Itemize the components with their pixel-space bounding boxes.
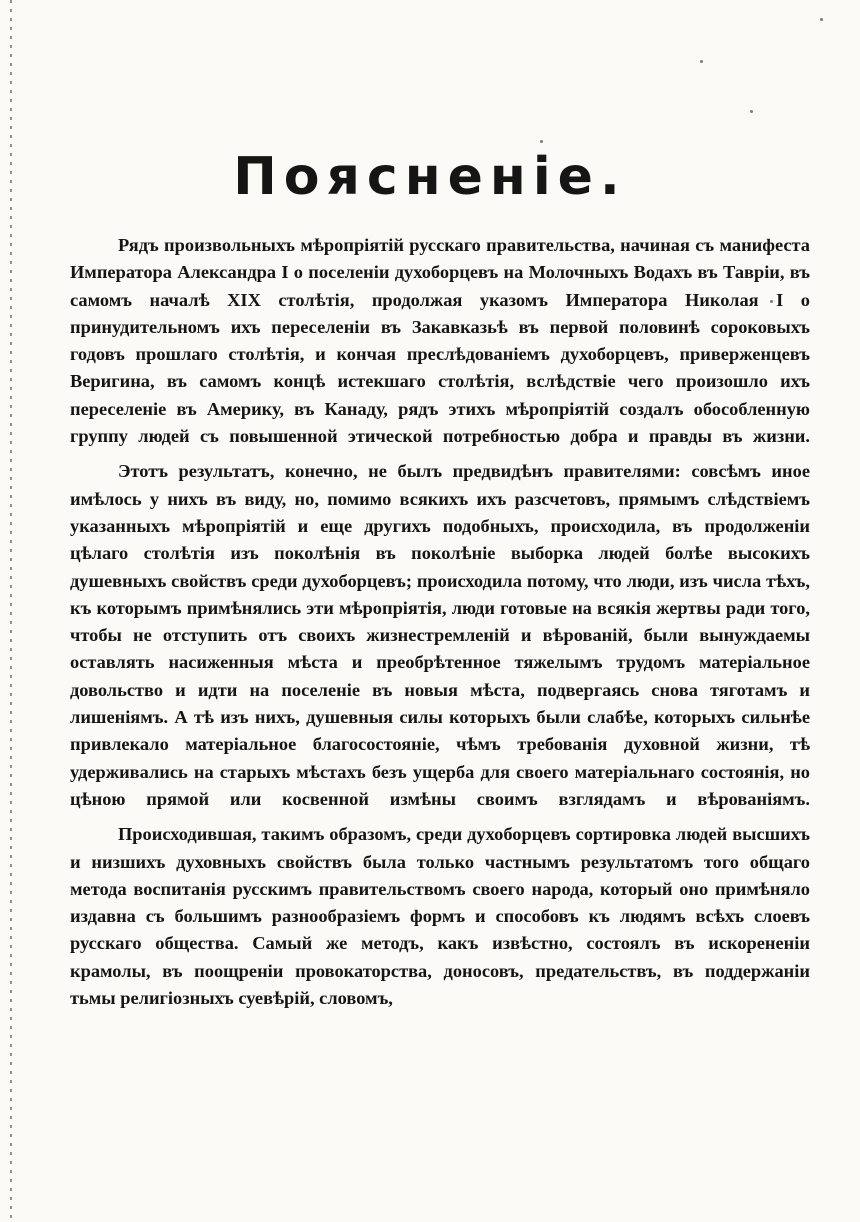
paragraph-3: Происходившая, такимъ образомъ, среди духоборцевъ сортировка людей высшихъ и низшихъ духовныхъ свойствъ была только частнымъ результатомъ того общаго метода воспитанія русскимъ правительствомъ своего народа, который оно примѣняло издавна съ большимъ разнообразіемъ формъ и способовъ къ людямъ всѣхъ слоевъ русскаго общества. Самый же методъ, какъ извѣстно, состоялъ въ искорененіи крамолы, въ поощреніи провокаторства, доносовъ, предательствъ, въ поддержаніи тьмы религіозныхъ суевѣрій, словомъ, [70,824,810,1009]
page-title: Поясненіе. [233,147,627,207]
scan-speck [700,60,703,63]
paragraph-1: Рядъ произвольныхъ мѣропріятій русскаго правительства, начиная съ манифеста Императора Александра I о поселеніи духоборцевъ на Молочныхъ Водахъ въ Тавріи, въ самомъ началѣ XIX столѣтія, продолжая указомъ Императора Николая I о принудительномъ ихъ переселеніи въ Закавказьѣ въ первой половинѣ сороковыхъ годовъ прошлаго столѣтія, и кончая преслѣдованіемъ духоборцевъ, приверженцевъ Веригина, въ самомъ концѣ истекшаго столѣтія, вслѣдствіе чего произошло ихъ переселеніе въ Америку, въ Канаду, рядъ этихъ мѣропріятій создалъ обособленную группу людей съ повышенной этической потребностью добра и правды въ жизни. [70,235,810,447]
scan-speck [820,18,823,21]
document-body [70,232,810,1012]
scan-speck [750,110,753,113]
paragraph-2: Этотъ результатъ, конечно, не былъ предвидѣнъ правителями: совсѣмъ иное имѣлось у нихъ въ виду, но, помимо всякихъ ихъ разсчетовъ, прямымъ слѣдствіемъ указанныхъ мѣропріятій и еще другихъ подобныхъ, происходила, въ продолженіи цѣлаго столѣтія изъ поколѣнія въ поколѣніе выборка людей болѣе высокихъ душевныхъ свойствъ среди духоборцевъ; происходила потому, что люди, изъ числа тѣхъ, къ которымъ примѣнялись эти мѣропріятія, люди готовые на всякія жертвы ради того, чтобы не отступить отъ своихъ жизнестремленій и вѣрованій, были вынуждаемы оставлять насиженныя мѣста и преобрѣтенное тяжелымъ трудомъ матеріальное довольство и идти на поселеніе въ новыя мѣста, подвергаясь снова тяготамъ и лишеніямъ. А тѣ изъ нихъ, душевныя силы которыхъ были слабѣе, которыхъ сильнѣе привлекало матеріальное благосостояніе, чѣмъ требованія духовной жизни, тѣ удерживались на старыхъ мѣстахъ безъ ущерба для своего матеріальнаго состоянія, но цѣною прямой или косвенной измѣны своимъ взглядамъ и вѣрованіямъ. [70,461,810,809]
